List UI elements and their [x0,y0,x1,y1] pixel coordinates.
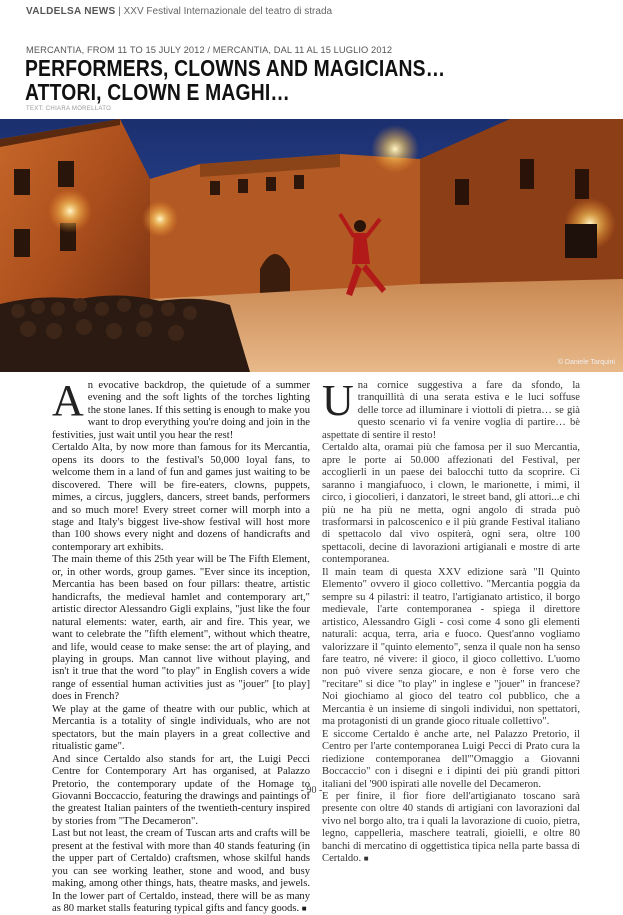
drop-cap: A [52,376,84,425]
event-dates: MERCANTIA, FROM 11 TO 15 JULY 2012 / MERCANTIA, DAL 11 AL 15 LUGLIO 2012 [26,45,393,55]
running-header [26,6,332,17]
end-mark: ■ [363,854,369,864]
paragraph: The main theme of this 25th year will be The Fifth Element, or, in other words, group games. "Ever since its inception, Mercantia has been based on four pillars: theatre, artistic handicrafts, the medieval hamlet and contemporary art," artistic director Alessandro Gigli explains, "just like the four natural elements: water, earth, air and fire. This year, we want to celebrate the "fifth element", without which theatre, and life, would cease to make sense: the art of playing, and playing in groups. Man cannot live without playing, and isn't it true that the word "to play" in English covers a wide range of essential human activities just as "jouer" [to play] does in French? [52,554,310,703]
festival-photo-illustration [0,119,623,372]
paragraph [52,828,310,915]
paragraph: Il main team di questa XXV edizione sarà "Il Quinto Elemento" ovvero il gioco collettivo. "Mercantia poggia da sempre su 4 pilastri: il teatro, l'artigianato artistico, il borgo medievale, l'arte contemporanea - spiega il direttore artistico, Alessandro Gigli - così come 4 sono gli elementi naturali: acqua, terra, aria e fuoco. Quest'anno vogliamo valorizzare il "quinto elemento", senza il quale non ha senso fare teatro, né vivere: il gioco, il gioco collettivo. L'uomo non può vivere senza giocare, e non è forse vero che "recitare" si dice "to play" in inglese e "jouer" in francese? Noi giochiamo al gioco del teatro col pubblico, che a Mercantia è un insieme di singoli individui, non spettatori, ma protagonisti di un grande gioco rituale collettivo". [322,566,580,728]
byline: TEXT: CHIARA MORELLATO [26,106,112,112]
title-italian: ATTORI, CLOWN E MAGHI… [25,79,290,105]
paragraph-text: E per finire, il fior fiore dell'artigianato toscano sarà presente con oltre 40 stands di artigiani con lavorazioni dal vivo nel borgo alto, tra i quali la lavorazione di cuoio, pietra, legno, cappelleria, maschere teatrali, gioielli, e oltre 80 banchi di mercatino di oggettistica tipica nella parte bassa di Certaldo. [322,790,580,865]
page-number: - 90 - [300,785,323,796]
paragraph [322,791,580,866]
paragraph: Certaldo Alta, by now more than famous for its Mercantia, opens its doors to the festival's 50,000 loyal fans, to welcome them in a land of fun and games just waiting to be discovered. There will be fire-eaters, clowns, puppets, mimes, a circus, jugglers, dancers, street bands, performers and so much more! Every street corner will morph into a stage and Italy's biggest live-show festival will host more than 100 shows every night and dozens of handicrafts and contemporary art exhibits. [52,442,310,553]
paragraph: And since Certaldo also stands for art, the Luigi Pecci Centre for Contemporary Art has organised, at Palazzo Pretorio, the contemporary update of the Homage to Giovanni Boccaccio, featuring the drawings and paintings of the greatest Italian painters of the twentieth-century inspired by stories from "The Decameron". [52,753,310,827]
paragraph: Certaldo alta, oramai più che famosa per il suo Mercantia, apre le porte ai 50.000 affezionati del Festival, per accoglierli in un paese dei balocchi tutto da scoprire. Ci saranno i mangiafuoco, i clown, le marionette, i mimi, il circo, i giocolieri, i danzatori, le street band, gli attori...e chi più ne ha più ne metta, ogni angolo di strada può trasformarsi in palcoscenico e il più grande Festival italiano di spettacolo dal vivo ospiterà, ogni sera, oltre 100 spettacoli, decine di lavorazioni artigianali e mostre di arte contemporanea. [322,442,580,566]
end-mark: ■ [301,904,307,914]
section-name: | XXV Festival Internazionale del teatro di strada [118,6,333,17]
paragraph-text: n evocative backdrop, the quietude of a summer evening and the soft lights of the torches lighting the stone lanes. If this setting is enough to make you want to drop everything you're doing and join in the festivities, just wait until you hear the rest! [52,380,310,441]
paragraph [52,376,310,442]
paragraph-text: Last but not least, the cream of Tuscan arts and crafts will be present at the festival with more than 40 stands featuring (in the upper part of Certaldo) craftsmen, whose skilful hands you can see working leather, stone and wood, and busy making, among other things, hats, theatre masks, and jewels. In the lower part of Certaldo, instead, there will be as many as 80 market stalls featuring typical gifts and fancy goods. [52,828,310,915]
paragraph: We play at the game of theatre with our public, which at Mercantia is a totality of single individuals, who are not spectators, but the main players in a great collective and ritualistic game". [52,703,310,753]
paragraph [322,376,580,442]
paragraph-text: na cornice suggestiva a fare da sfondo, la tranquillità di una serata estiva e le luci soffuse delle torce ad illuminare i viottoli di pietra… se già questo scenario vi fa venire voglia di partire… bè aspettate di sentire il resto! [322,380,580,441]
drop-cap: U [322,376,354,425]
paragraph: E siccome Certaldo è anche arte, nel Palazzo Pretorio, il Centro per l'arte contemporanea Luigi Pecci di Prato cura la riedizione contemporanea dell'"Omaggio a Giovanni Boccaccio" con i disegni e i dipinti dei più grandi pittori italiani del '900 ispirati alle novelle del Decameron. [322,728,580,790]
title-english: PERFORMERS, CLOWNS AND MAGICIANS… [25,55,446,81]
magazine-name: VALDELSA NEWS [26,6,116,17]
article-column-english [52,376,310,915]
photo-credit: © Daniele Tarquini [557,359,615,366]
festival-photo [0,119,623,372]
